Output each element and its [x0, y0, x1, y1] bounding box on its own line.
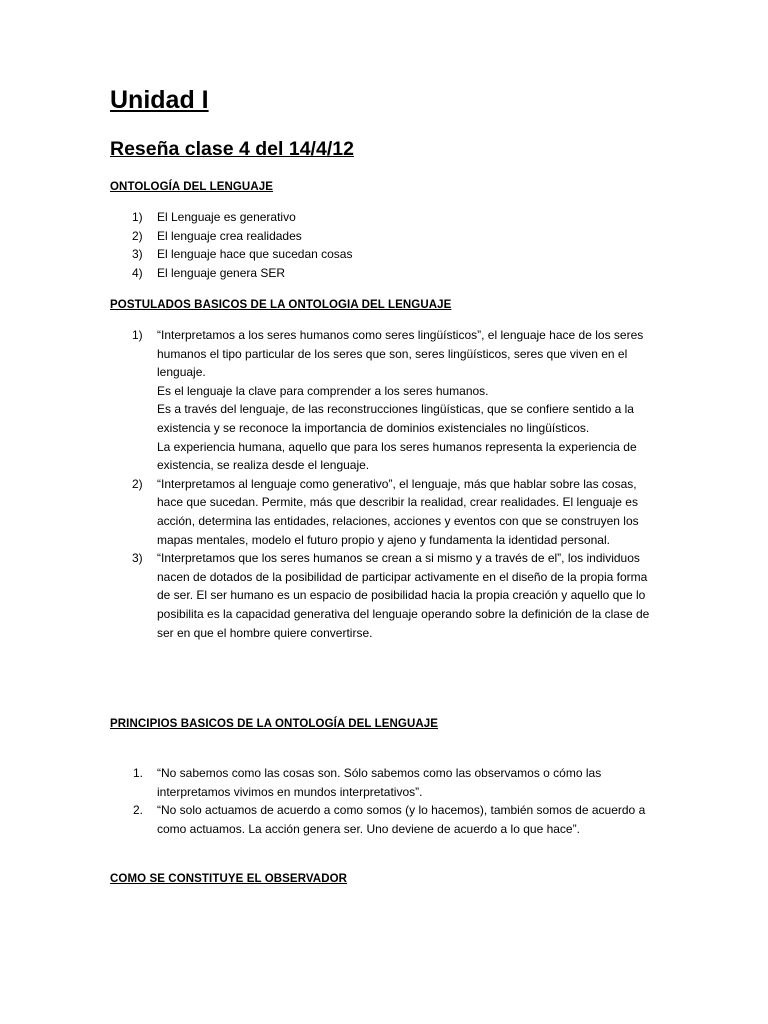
list-item: 2) El lenguaje crea realidades [132, 228, 302, 243]
section-heading-principios: PRINCIPIOS BASICOS DE LA ONTOLOGÍA DEL LENGUAJE [110, 718, 439, 730]
section-heading-postulados: POSTULADOS BASICOS DE LA ONTOLOGIA DEL LENGUAJE [110, 299, 452, 311]
list-item: 1) El Lenguaje es generativo [132, 210, 296, 224]
section-heading-ontologia: ONTOLOGÍA DEL LENGUAJE [110, 181, 274, 193]
list-item: 3) El lenguaje hace que sucedan cosas [132, 247, 353, 262]
paragraph: “Interpretamos a los seres humanos como seres lingüísticos”, el lenguaje hace de los seres humanos el tipo particular de los seres que son, seres lingüísticos, seres que viven en el lenguaje. [157, 328, 644, 380]
section-heading-observador: COMO SE CONSTITUYE EL OBSERVADOR [110, 873, 348, 885]
list-item: 2) “Interpretamos al lenguaje como generativo”, el lenguaje, más que hablar sobre las cosas, hace que sucedan. Permite, más que describir la realidad, crear realidades. El lenguaje es acción, determina las entidades, relaciones, acciones y eventos con que se construyen los mapas mentales, modelo el futuro propio y ajeno y fundamenta la identidad personal. [110, 475, 655, 549]
paragraph: Es a través del lenguaje, de las reconstrucciones lingüísticas, que se confiere sentido a la existencia y se reconoce la importancia de dominios existenciales no lingüísticos. [157, 402, 634, 435]
list-item: 1) “Interpretamos a los seres humanos como seres lingüísticos”, el lenguaje hace de los seres humanos el tipo particular de los seres que son, seres lingüísticos, seres que viven en el lenguaje. Es el lenguaje la clave para comprender a los seres humanos. Es a través del lenguaje, de las reconstrucciones lingüísticas, que se confiere sentido a la existencia y se reconoce la importancia de dominios existenciales no lingüísticos. La experiencia humana, aquello que para los seres humanos representa la experiencia de existencia, se realiza desde el lenguaje. [110, 326, 655, 475]
paragraph: La experiencia humana, aquello que para los seres humanos representa la experiencia de existencia, se realiza desde el lenguaje. [157, 439, 637, 473]
page-subtitle: Reseña clase 4 del 14/4/12 [110, 138, 354, 160]
principios-list [110, 764, 655, 838]
paragraph: “Interpretamos al lenguaje como generativo”, el lenguaje, más que hablar sobre las cosas, hace que sucedan. Permite, más que describir la realidad, crear realidades. El lenguaje es acción, determina las entidades, relaciones, acciones y eventos con que se construyen los mapas mentales, modelo el futuro propio y ajeno y fundamenta la identidad personal. [157, 476, 639, 547]
list-item: 2. “No solo actuamos de acuerdo a como somos (y lo hacemos), también somos de acuerdo a como actuamos. La acción genera ser. Uno deviene de acuerdo a lo que hace”. [133, 803, 646, 836]
list-item: 1. “No sabemos como las cosas son. Sólo sabemos como las observamos o cómo las interpretamos vivimos en mundos interpretativos”. [133, 766, 602, 799]
paragraph: Es el lenguaje la clave para comprender a los seres humanos. [157, 383, 489, 398]
paragraph: “Interpretamos que los seres humanos se crean a si mismo y a través de el”, los individuos nacen de dotados de la posibilidad de participar activamente en el diseño de la propia forma de ser. El ser humano es un espacio de posibilidad hacia la propia creación y aquello que lo posibilita es la capacidad generativa del lenguaje operando sobre la definición de la clase de ser en que el hombre quiere convertirse. [157, 551, 650, 640]
list-item: 4) El lenguaje genera SER [132, 266, 286, 281]
list-item: 3) “Interpretamos que los seres humanos se crean a si mismo y a través de el”, los individuos nacen de dotados de la posibilidad de participar activamente en el diseño de la propia forma de ser. El ser humano es un espacio de posibilidad hacia la propia creación y aquello que lo posibilita es la capacidad generativa del lenguaje operando sobre la definición de la clase de ser en que el hombre quiere convertirse. [110, 549, 655, 642]
page-title: Unidad I [110, 86, 209, 114]
ontologia-list [110, 208, 655, 283]
postulados-list [110, 326, 655, 642]
